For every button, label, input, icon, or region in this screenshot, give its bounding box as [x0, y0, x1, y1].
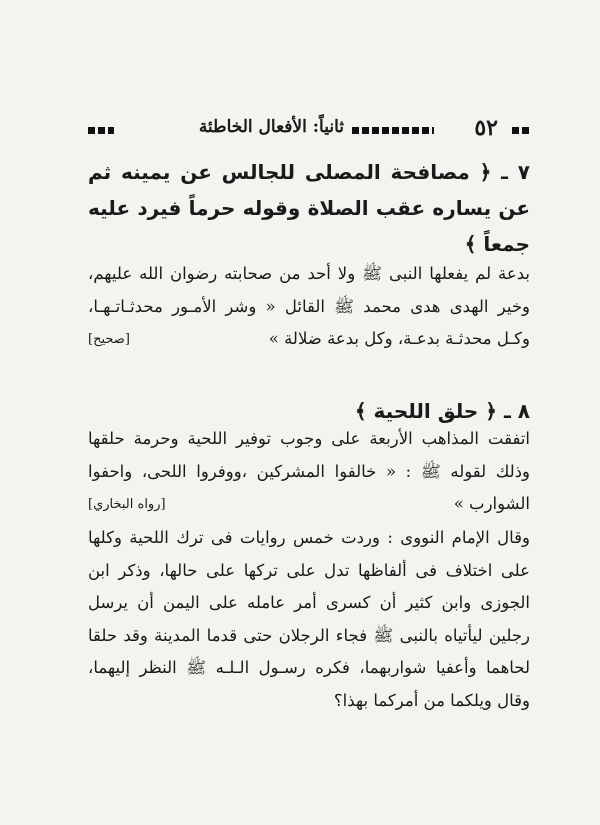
header-ornament-left	[88, 127, 114, 134]
section-8-source: [رواه البخاري]	[88, 497, 166, 512]
header-ornament-middle	[352, 127, 434, 134]
section-7-source: [صحيح]	[88, 332, 130, 347]
section-7-paragraph	[88, 258, 530, 357]
section-7-text: بدعة لم يفعلها النبى ﷺ ولا أحد من صحابته رضوان الله عليهم، وخير الهدى هدى محمد ﷺ القائل « وشر الأمـور محدثـاتـهـا، وكـل محدثـة بدعـة، وكل بدعة ضلالة »	[88, 264, 530, 348]
section-8-paragraph-2: وقال الإمام النووى : وردت خمس روايات فى ترك اللحية وكلها على اختلاف فى ألفاظها تدل على تركها على حالها، وذكر ابن الجوزى وابن كثير أن كسرى أمر عامله على اليمن أن يرسل رجلين ليأتياه بالنبى ﷺ فجاء الرجلان حتى قدما المدينة وقد حلقا لحاهما وأعفيا شواربهما، فكره رسـول الـلـه ﷺ النظر إليهما، وقال ويلكما من أمركما بهذا؟	[88, 528, 530, 710]
section-8-heading: ٨ ـ ﴿ حلق اللحية ﴾	[354, 399, 530, 423]
section-7-heading: ٧ ـ ﴿ مصافحة المصلى للجالس عن يمينه ثم عن يساره عقب الصلاة وقوله حرماً فيرد عليه جمعاً ﴾	[88, 160, 530, 256]
section-8-text-1: اتفقت المذاهب الأربعة على وجوب توفير اللحية وحرمة حلقها وذلك لقوله ﷺ : « خالفوا المشركين ،ووفروا اللحى، واحفوا الشوارب »	[88, 429, 530, 513]
header-title: ثانياً: الأفعال الخاطئة	[198, 117, 344, 137]
section-8-paragraph-1	[88, 423, 530, 522]
page-number: ٥٢	[474, 115, 498, 141]
header-ornament-right	[512, 127, 530, 134]
page-header	[88, 113, 530, 145]
